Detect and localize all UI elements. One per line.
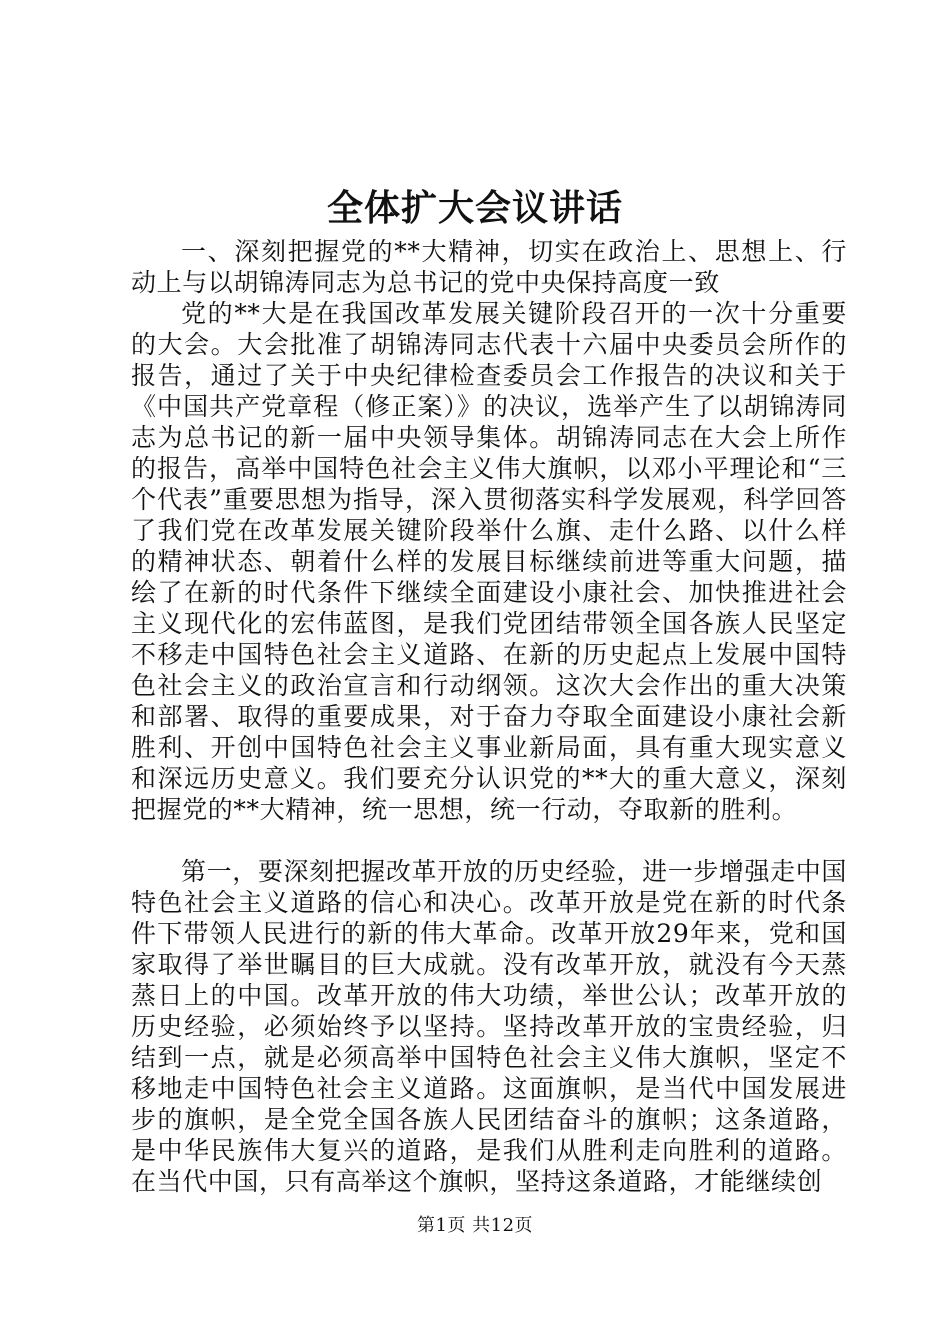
section-heading-paragraph: 一、深刻把握党的**大精神，切实在政治上、思想上、行动上与以胡锦涛同志为总书记的党中央保持高度一致: [131, 237, 847, 297]
body-paragraph: 第一，要深刻把握改革开放的历史经验，进一步增强走中国特色社会主义道路的信心和决心。改革开放是党在新的时代条件下带领人民进行的新的伟大革命。改革开放29年来，党和国家取得了举世瞩目的巨大成就。没有改革开放，就没有今天蒸蒸日上的中国。改革开放的伟大功绩，举世公认；改革开放的历史经验，必须始终予以坚持。坚持改革开放的宝贵经验，归结到一点，就是必须高举中国特色社会主义伟大旗帜，坚定不移地走中国特色社会主义道路。这面旗帜，是当代中国发展进步的旗帜，是全党全国各族人民团结奋斗的旗帜；这条道路，是中华民族伟大复兴的道路，是我们从胜利走向胜利的道路。在当代中国，只有高举这个旗帜，坚持这条道路，才能继续创: [131, 857, 847, 1196]
paragraph-spacer: [131, 825, 847, 856]
document-body: [131, 236, 847, 1197]
body-paragraph: 党的**大是在我国改革发展关键阶段召开的一次十分重要的大会。大会批准了胡锦涛同志代表十六届中央委员会所作的报告，通过了关于中央纪律检查委员会工作报告的决议和关于《中国共产党章程（修正案）》的决议，选举产生了以胡锦涛同志为总书记的新一届中央领导集体。胡锦涛同志在大会上所作的报告，高举中国特色社会主义伟大旗帜，以邓小平理论和“三个代表”重要思想为指导，深入贯彻落实科学发展观，科学回答了我们党在改革发展关键阶段举什么旗、走什么路、以什么样的精神状态、朝着什么样的发展目标继续前进等重大问题，描绘了在新的时代条件下继续全面建设小康社会、加快推进社会主义现代化的宏伟蓝图，是我们党团结带领全国各族人民坚定不移走中国特色社会主义道路、在新的历史起点上发展中国特色社会主义的政治宣言和行动纲领。这次大会作出的重大决策和部署、取得的重要成果，对于奋力夺取全面建设小康社会新胜利、开创中国特色社会主义事业新局面，具有重大现实意义和深远历史意义。我们要充分认识党的**大的重大意义，深刻把握党的**大精神，统一思想，统一行动，夺取新的胜利。: [131, 299, 847, 824]
document-title: 全体扩大会议讲话: [326, 187, 623, 229]
page-footer: 第1页 共12页: [416, 1215, 534, 1236]
